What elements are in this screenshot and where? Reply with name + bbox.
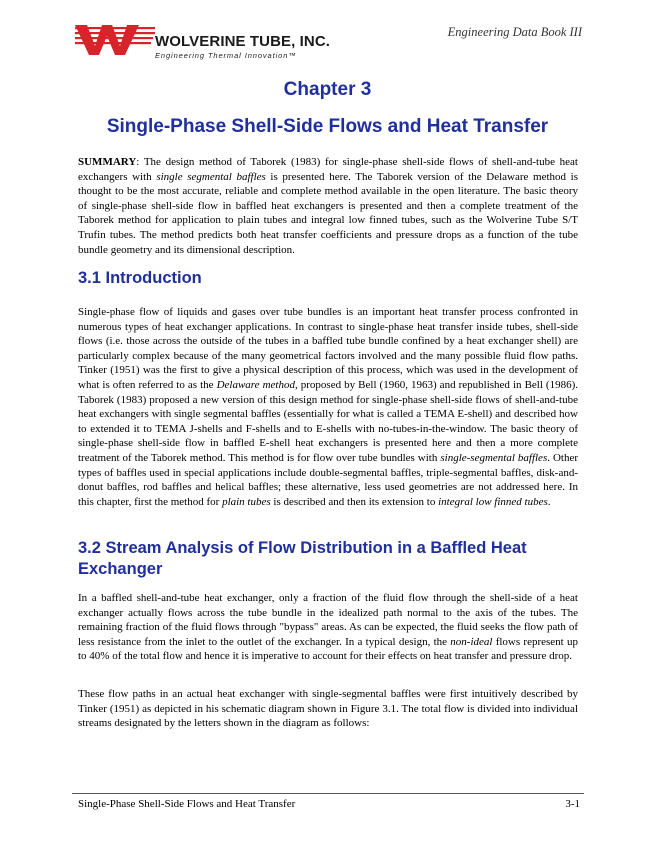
intro-text-4: is described and then its extension to xyxy=(270,495,439,508)
intro-text-3: . Other types of baffles used in special applications include double-segmental baffles, triple-segmental baffles, disk-and-donut baffles, rod baffles and helical baffles; these alternative, less used geometries are not addressed here. In this chapter, first the method for xyxy=(78,451,579,508)
intro-emphasis-4: integral low finned tubes xyxy=(438,495,548,508)
chapter-title: Single-Phase Shell-Side Flows and Heat Transfer xyxy=(106,116,549,137)
intro-text-5: . xyxy=(547,495,551,508)
stream-text-1: In a baffled shell-and-tube heat exchanger, only a fraction of the fluid flow through the shell-side of a heat exchanger actually flows across the tube bundle in the idealized path normal to the axis of the tubes. The remaining fraction of the fluid flows through "bypass" areas. As can be expected, the fluid seeks the flow path of less resistance from the inlet to the outlet of the exchanger. In a typical design, the xyxy=(78,592,578,648)
intro-emphasis-3: plain tubes xyxy=(222,495,271,508)
page-number: 3-1 xyxy=(565,798,580,810)
section-heading-stream-analysis: 3.2 Stream Analysis of Flow Distribution in a Baffled Heat Exchanger xyxy=(78,539,527,578)
stream-paragraph-1 xyxy=(78,591,578,664)
company-name: WOLVERINE TUBE, INC. xyxy=(155,33,331,50)
wolverine-w-logo-icon xyxy=(75,22,155,56)
intro-emphasis-1: Delaware method xyxy=(216,378,295,391)
section-heading-introduction: 3.1 Introduction xyxy=(78,269,202,287)
summary-label: SUMMARY xyxy=(78,156,137,168)
footer-chapter-title: Single-Phase Shell-Side Flows and Heat Transfer xyxy=(78,798,296,810)
stream-text-2: flows represent up to 40% of the total flow and hence it is imperative to account for their effects on heat transfer and pressure drop. xyxy=(78,635,578,663)
summary-emphasis-1: single segmental baffles xyxy=(156,170,266,183)
stream-emphasis-1: non-ideal xyxy=(450,635,493,648)
intro-text-2: , proposed by Bell (1960, 1963) and republished in Bell (1986). Taborek (1983) proposed a new version of this design method for single-phase shell-side flows of shell-and-tube heat exchangers with single segmental baffles (essentially for what is called a TEMA E-shell) and described how to extended it to TEMA J-shells and F-shells and to E-shells with no-tubes-in-the-window. The basic theory of single-phase shell-side flow in baffled E-shell heat exchangers is presented here and then a more complete treatment of the Taborek method. This method is for flow over tube bundles with xyxy=(78,378,579,464)
company-logo xyxy=(75,20,335,60)
summary-text-1: : The design method of Taborek (1983) for single-phase shell-side flows of shell-and-tube heat exchangers with xyxy=(78,156,578,183)
summary-paragraph xyxy=(78,155,578,257)
summary-text-2: is presented here. The Taborek version of the Delaware method is thought to be the most accurate, reliable and complete method available in the open literature. The basic theory of single-phase shell-side flow in baffled heat exchangers is presented and then a complete treatment of the Taborek method for application to plain tubes and integral low finned tubes, such as the Wolverine Tube S/T Trufin tubes. The method predicts both heat transfer coefficients and pressure drops as a function of the tube bundle geometry and its dimensional description. xyxy=(78,170,578,256)
company-tagline: Engineering Thermal Innovation™ xyxy=(155,51,297,60)
chapter-number: Chapter 3 xyxy=(283,79,372,100)
intro-paragraph xyxy=(78,305,578,509)
stream-paragraph-2: These flow paths in an actual heat exchanger with single-segmental baffles were first intuitively described by Tinker (1951) as depicted in his schematic diagram shown in Figure 3.1. The total flow is divided into individual streams designated by the letters shown in the diagram as follows: xyxy=(78,688,578,730)
running-header-title: Engineering Data Book III xyxy=(447,25,582,39)
intro-emphasis-2: single-segmental baffles xyxy=(440,451,548,464)
intro-text-1: Single-phase flow of liquids and gases over tube bundles is an important heat transfer process confronted in numerous types of heat exchanger applications. In contrast to single-phase heat transfer inside tubes, shell-side flows (i.e. those across the outside of the tubes in a baffled tube bundle confined by a heat exchanger shell) are particularly complex because of the many geometrical factors involved and the many possible fluid flow paths. Tinker (1951) was the first to give a physical description of this process, which was used in the development of what is often referred to as the xyxy=(78,306,578,391)
footer-divider xyxy=(72,793,584,794)
